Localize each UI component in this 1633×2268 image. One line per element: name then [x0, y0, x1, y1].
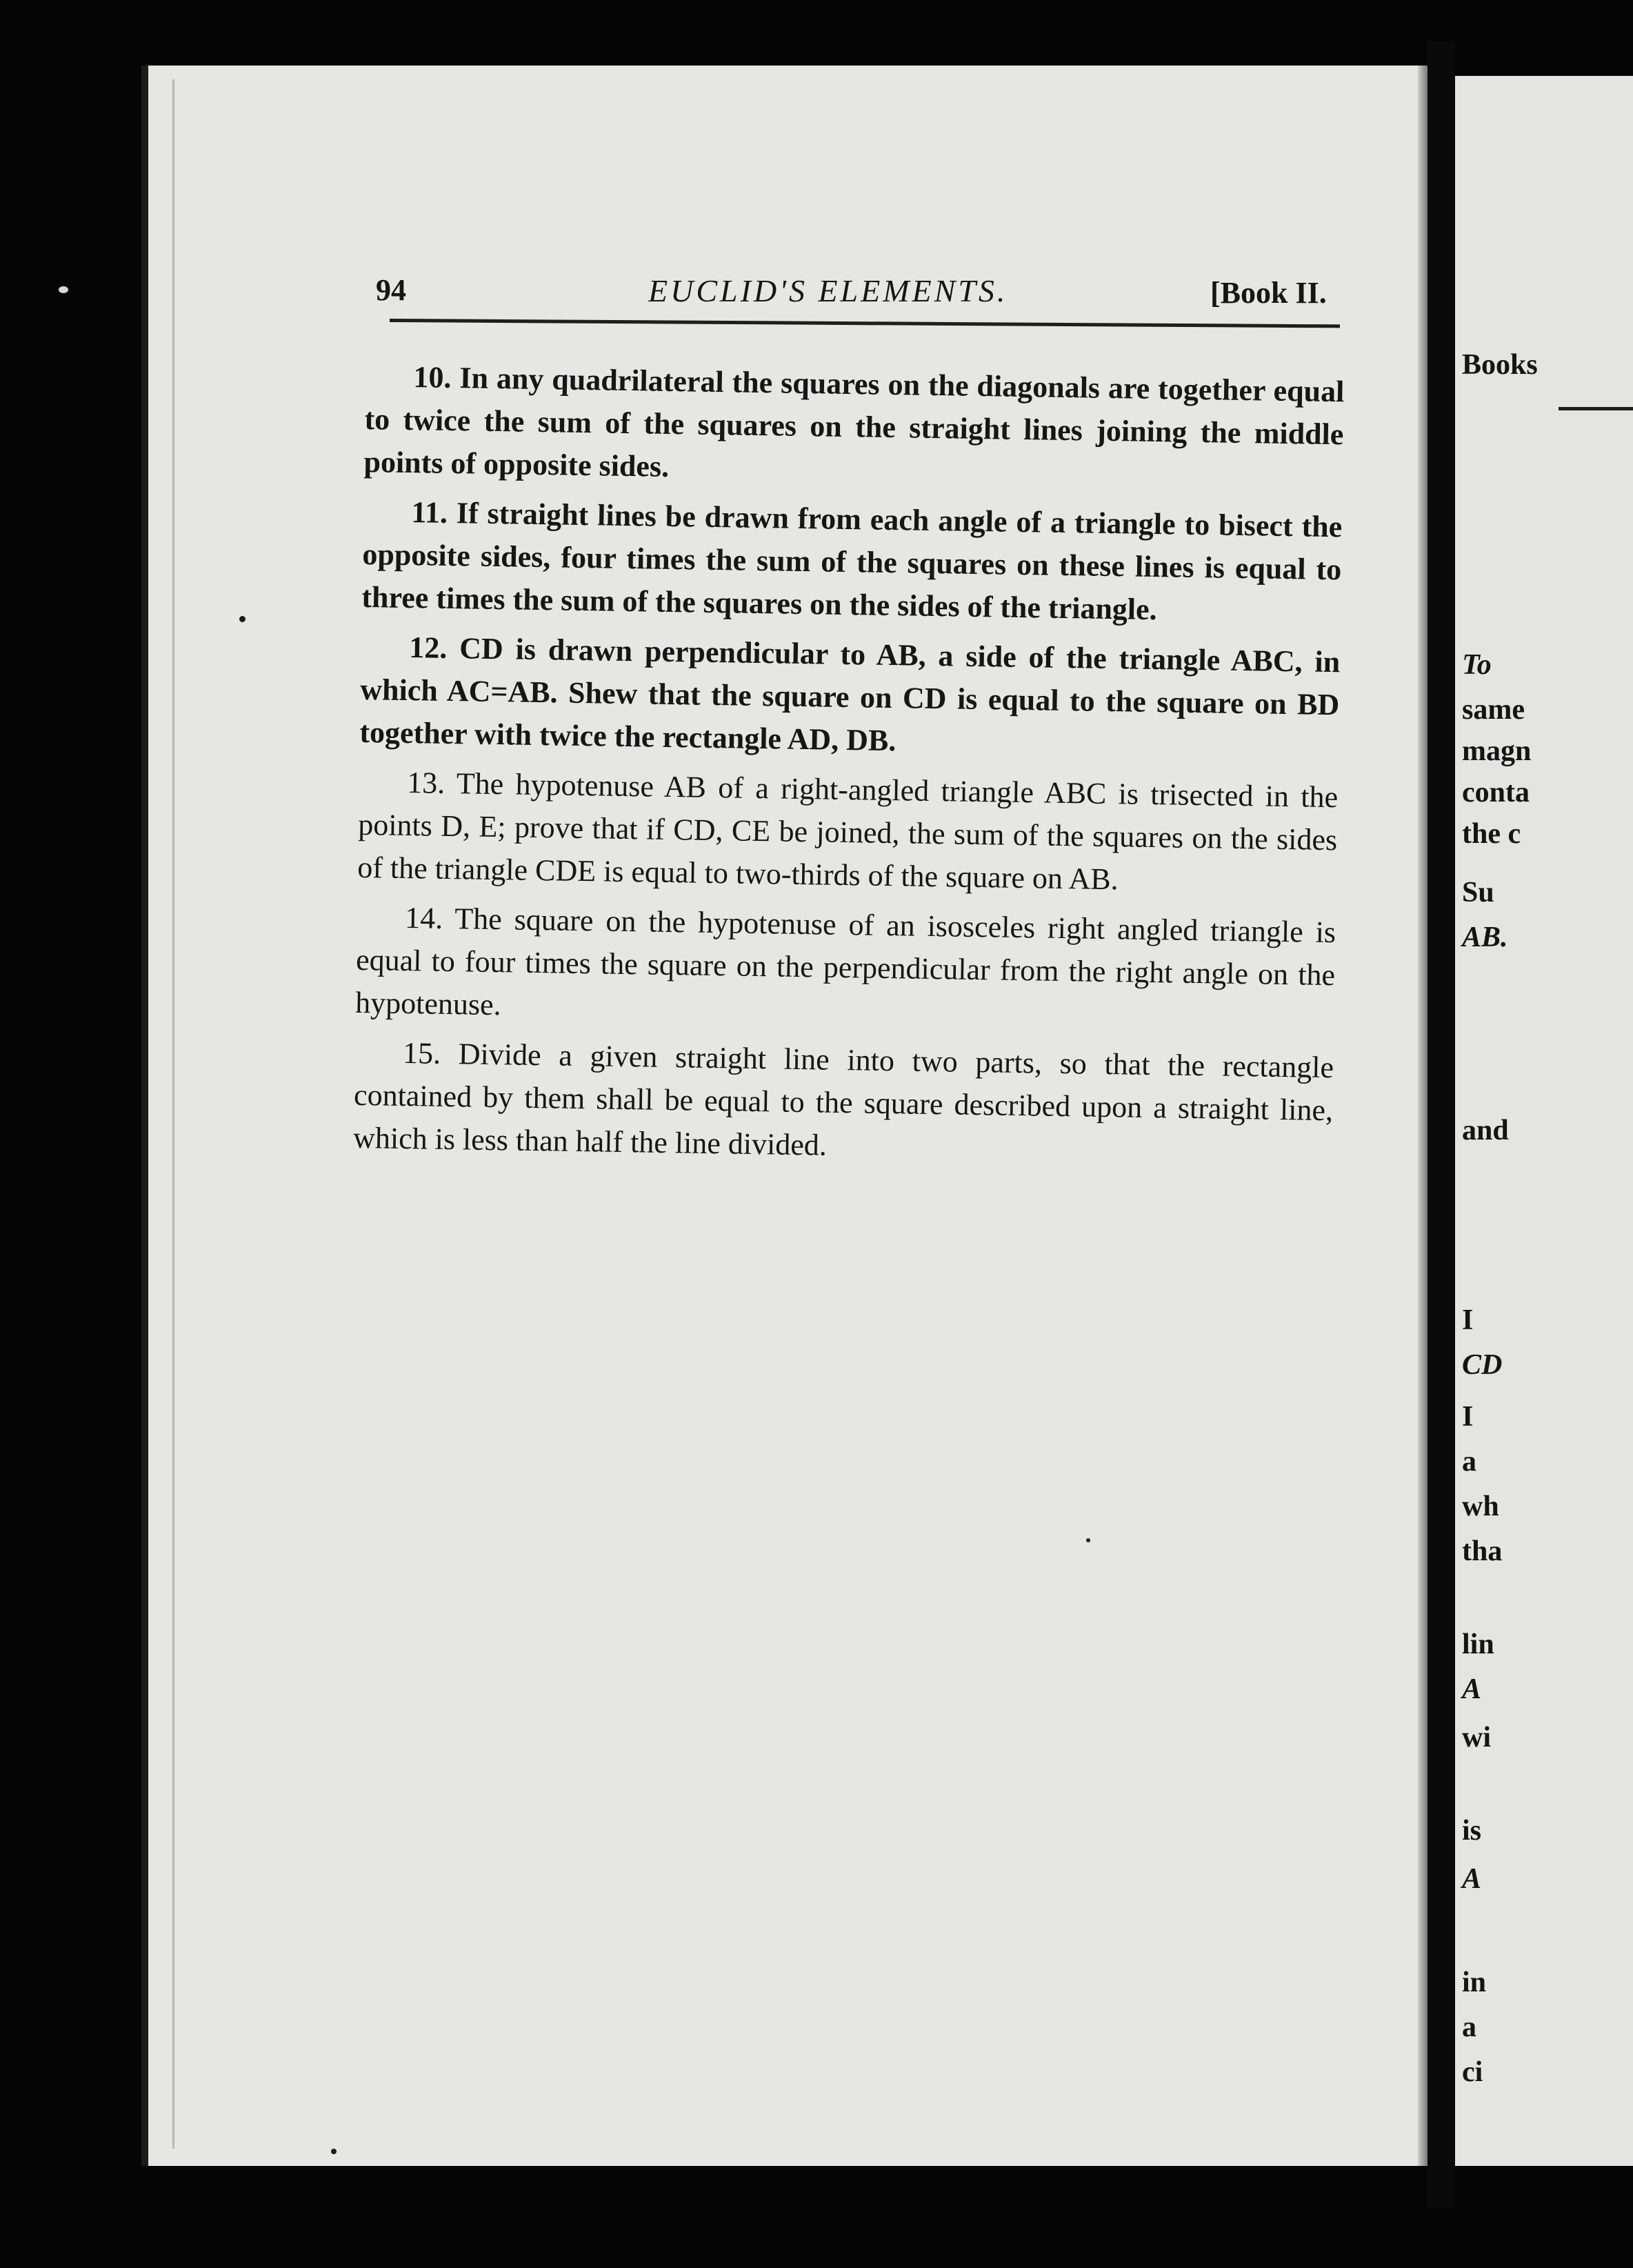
facing-fragment: A: [1462, 1863, 1482, 1895]
facing-fragment: To: [1462, 649, 1492, 681]
facing-fragment: Su: [1462, 877, 1494, 908]
facing-fragment: ci: [1462, 2056, 1483, 2088]
exercise-12: 12. CD is drawn perpendicular to AB, a side of the triangle ABC, in which AC=AB. Shew that the square on CD is equal to the square on BD together with twice the rectangle AD, DB.: [359, 630, 1341, 758]
facing-fragment: in: [1462, 1967, 1487, 1998]
facing-fragment: CD: [1462, 1349, 1503, 1381]
book-label: [Book II.: [1210, 276, 1327, 310]
facing-fragment: lin: [1462, 1629, 1494, 1660]
page-fold-shadow: [1418, 66, 1427, 2166]
facing-fragment: tha: [1462, 1535, 1503, 1567]
right-facing-page: [1455, 76, 1633, 2166]
page-number: 94: [376, 273, 406, 307]
facing-fragment: AB.: [1462, 922, 1508, 953]
facing-fragment: the c: [1462, 818, 1521, 850]
exercise-list: [353, 355, 1345, 1182]
page-edge-shadow: [172, 79, 174, 2149]
facing-fragment: wi: [1462, 1722, 1491, 1753]
ink-speck: [1086, 1538, 1090, 1542]
exercise-13: 13. The hypotenuse AB of a right-angled triangle ABC is trisected in the points D, E; prove that if CD, CE be joined, the sum of the squares on the sides of the triangle CDE is equal to two-thirds of the square on AB.: [357, 766, 1339, 897]
facing-page-header: Books: [1462, 349, 1538, 381]
facing-fragment: magn: [1462, 735, 1532, 767]
facing-fragment: I: [1462, 1401, 1474, 1433]
running-head: [376, 272, 1341, 321]
page-title: EUCLID'S ELEMENTS.: [648, 273, 1008, 308]
facing-fragment: is: [1462, 1815, 1482, 1847]
facing-fragment: I: [1462, 1304, 1474, 1336]
facing-fragment: a: [1462, 1446, 1476, 1478]
exercise-15: 15. Divide a given straight line into two parts, so that the rectangle contained by them shall be equal to the square described upon a straight line, which is less than half the line divided.: [352, 1035, 1334, 1162]
facing-fragment: A: [1462, 1673, 1482, 1705]
margin-speck: [59, 286, 68, 293]
exercise-11: 11. If straight lines be drawn from each angle of a triangle to bisect the opposite sides, four times the sum of the squares on these lines is equal to three times the sum of the squares on the sides of the triangle.: [361, 495, 1343, 627]
facing-fragment: and: [1462, 1115, 1509, 1146]
facing-fragment: same: [1462, 694, 1525, 726]
facing-page-rule: [1559, 407, 1633, 410]
ink-speck: [239, 616, 246, 622]
bleed-through-texture: [321, 1317, 1327, 1671]
book-gutter: [1427, 41, 1455, 2207]
facing-fragment: a: [1462, 2011, 1476, 2043]
facing-fragment: conta: [1462, 777, 1530, 808]
exercise-10: 10. In any quadrilateral the squares on the diagonals are together equal to twice the sum of the squares on the straight lines joining the middle points of opposite sides.: [363, 360, 1345, 484]
exercise-14: 14. The square on the hypotenuse of an isosceles right angled triangle is equal to four times the square on the perpendicular from the right angle on the hypotenuse.: [354, 901, 1336, 1022]
facing-fragment: wh: [1462, 1491, 1499, 1522]
ink-speck: [331, 2149, 337, 2154]
